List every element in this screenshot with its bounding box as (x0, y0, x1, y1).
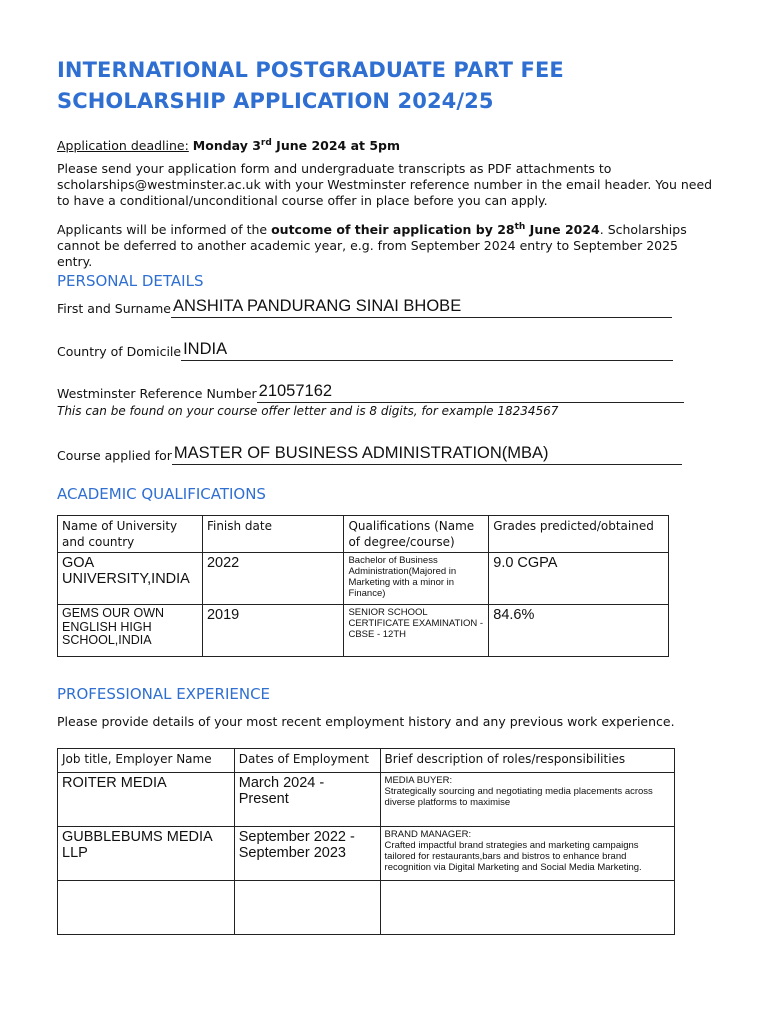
finish-date-cell[interactable]: 2022 (202, 553, 344, 605)
table-row (58, 881, 675, 935)
academic-header-cell: Name of University and country (58, 516, 203, 553)
table-row (58, 605, 669, 657)
academic-qualifications-heading: ACADEMIC QUALIFICATIONS (57, 485, 266, 503)
page-title (57, 55, 717, 117)
deadline-rest: June 2024 at 5pm (271, 138, 401, 154)
employment-dates-cell[interactable]: September 2022 - September 2023 (234, 827, 380, 881)
title-line-2: SCHOLARSHIP APPLICATION 2024/25 (57, 89, 494, 113)
country-label: Country of Domicile (57, 344, 182, 359)
name-field-row (57, 293, 672, 318)
grade-cell[interactable]: 84.6% (489, 605, 669, 657)
table-row (58, 827, 675, 881)
academic-header-row (58, 516, 669, 553)
course-field-row (57, 440, 682, 465)
country-value: INDIA (183, 340, 228, 358)
university-cell[interactable]: GEMS OUR OWN ENGLISH HIGH SCHOOL,INDIA (58, 605, 203, 657)
reference-hint: This can be found on your course offer letter and is 8 digits, for example 18234567 (57, 404, 559, 418)
academic-table (57, 515, 669, 657)
name-value: ANSHITA PANDURANG SINAI BHOBE (173, 297, 462, 315)
outcome-bold: outcome of their application by 28 (271, 222, 515, 238)
name-field[interactable] (171, 293, 672, 318)
deadline-day: Monday 3 (192, 138, 261, 154)
qualification-cell[interactable]: Bachelor of Business Administration(Majored in Marketing with a minor in Finance) (344, 553, 489, 605)
outcome-paragraph (57, 219, 717, 270)
outcome-pre: Applicants will be informed of the (57, 222, 272, 238)
experience-header-row (58, 749, 675, 773)
academic-header-cell: Finish date (202, 516, 344, 553)
course-label: Course applied for (57, 448, 172, 463)
experience-table (57, 748, 675, 935)
qualification-cell[interactable]: SENIOR SCHOOL CERTIFICATE EXAMINATION - CBSE - 12TH (344, 605, 489, 657)
reference-label: Westminster Reference Number (57, 386, 257, 401)
instructions-paragraph: Please send your application form and undergraduate transcripts as PDF attachments to scholarships@westminster.ac.uk with your Westminster reference number in the email header. You need to have a conditional/unconditional course offer in place before you can apply. (57, 161, 713, 208)
application-deadline (57, 135, 400, 154)
reference-field[interactable] (257, 378, 684, 403)
country-field[interactable] (181, 336, 673, 361)
table-row (58, 773, 675, 827)
finish-date-cell[interactable]: 2019 (202, 605, 344, 657)
academic-header-cell: Grades predicted/obtained (489, 516, 669, 553)
course-value: MASTER OF BUSINESS ADMINISTRATION(MBA) (173, 444, 549, 462)
job-title-cell[interactable]: GUBBLEBUMS MEDIA LLP (58, 827, 235, 881)
professional-intro: Please provide details of your most recent employment history and any previous work experience. (57, 714, 675, 729)
experience-header-cell: Dates of Employment (234, 749, 380, 773)
university-cell[interactable]: GOA UNIVERSITY,INDIA (58, 553, 203, 605)
reference-value: 21057162 (258, 382, 333, 400)
experience-header-cell: Job title, Employer Name (58, 749, 235, 773)
name-label: First and Surname (57, 301, 171, 316)
grade-cell[interactable]: 9.0 CGPA (489, 553, 669, 605)
country-field-row (57, 336, 673, 361)
professional-experience-heading: PROFESSIONAL EXPERIENCE (57, 685, 271, 703)
employment-dates-cell[interactable] (234, 881, 380, 935)
deadline-sup: rd (260, 138, 272, 148)
experience-header-cell: Brief description of roles/responsibilities (380, 749, 674, 773)
academic-header-cell: Qualifications (Name of degree/course) (344, 516, 489, 553)
reference-field-row (57, 378, 684, 403)
outcome-post: . Scholarships cannot be deferred to another academic year, e.g. from September 2024 entry to September 2025 entry. (57, 222, 687, 270)
deadline-label: Application deadline: (57, 138, 189, 154)
outcome-sup: th (514, 222, 526, 232)
outcome-bold2: June 2024 (525, 222, 600, 238)
course-field[interactable] (172, 440, 682, 465)
employment-dates-cell[interactable]: March 2024 - Present (234, 773, 380, 827)
responsibilities-cell[interactable]: MEDIA BUYER: Strategically sourcing and negotiating media placements across diverse platforms to maximise (380, 773, 674, 827)
job-title-cell[interactable] (58, 881, 235, 935)
responsibilities-cell[interactable]: BRAND MANAGER: Crafted impactful brand strategies and marketing campaigns tailored for restaurants,bars and bistros to enhance brand recognition via Digital Marketing and Social Media Marketing. (380, 827, 674, 881)
table-row (58, 553, 669, 605)
title-line-1: INTERNATIONAL POSTGRADUATE PART FEE (57, 58, 564, 82)
job-title-cell[interactable]: ROITER MEDIA (58, 773, 235, 827)
responsibilities-cell[interactable] (380, 881, 674, 935)
personal-details-heading: PERSONAL DETAILS (57, 272, 204, 290)
